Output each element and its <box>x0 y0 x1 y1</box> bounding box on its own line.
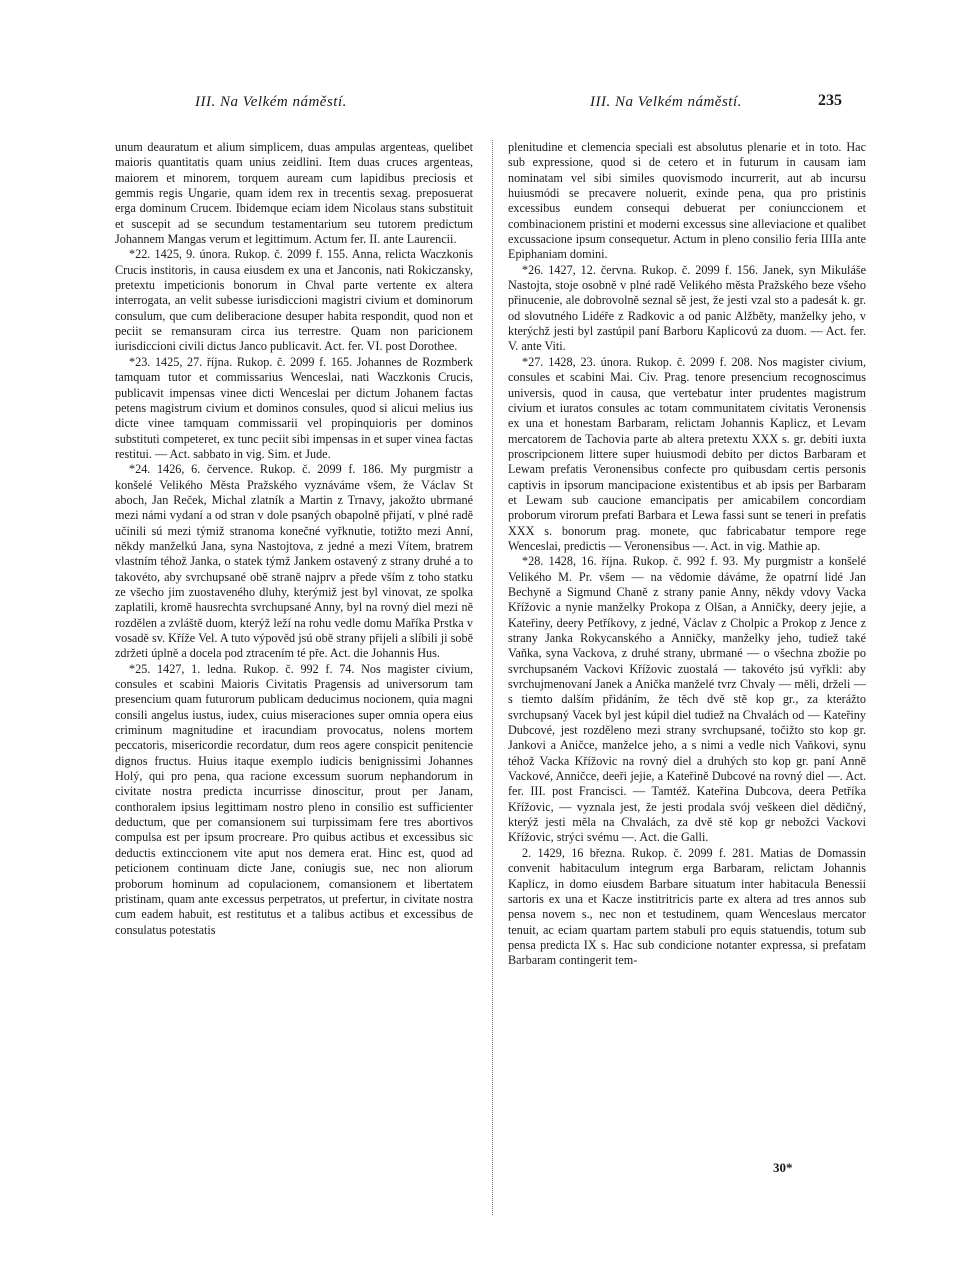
entry-26: *26. 1427, 12. června. Rukop. č. 2099 f. 156. Janek, syn Mikuláše Nastojta, stoje osobně v plné radě Velikého města Pražského beze všeho přinucenie, ale dobrovolně seznal sě jest, že jesti vzal sto a padesát k. gr. od slovutného Lidéře z Radkovic a od panic Alžběty, manželky jeho, v kterýchž jesti byl zastúpil paní Barboru Kaplicovú za duom. — Act. fer. V. ante Viti. <box>508 262 866 354</box>
entry-2: 2. 1429, 16 března. Rukop. č. 2099 f. 281. Matias de Domassin convenit habitaculum integrum erga Barbaram, relictam Johannis Kaplicz, in domo eiusdem Barbare situatum inter habitacula Benessii sartoris ex una et Kacze institritricis parte ex altera ad tres annos sub pensa novem s., nec non et testudinem, quam Wenceslaus mercator tenuit, ac eciam quartam partem stabuli pro equis statuendis, totum sub pensa predicta IX s. Hac sub condicione notanter expressa, si prefatam Barbaram contingerit tem- <box>508 845 866 968</box>
running-head-right: III. Na Velkém náměstí. <box>590 94 742 110</box>
entry-24: *24. 1426, 6. července. Rukop. č. 2099 f. 186. My purgmistr a konšelé Velikého Města Pražského vyznáváme všem, že Václav St aboch, Jan Reček, Michal zlatník a Martin z Trnavy, jakožto ubrmané mezi námi vydaní a od stran v dole psaných obapolně přijatí, v plné radě učinili sú mezi týmiž stranoma konečné vyřknutie, totižto mezi Anní, někdy manželkú Jana, syna Nastojtova, z jedné a mezi Vítem, bratrem vlastním téhož Janka, o statek týmž Jankem ostavený z strany druhé a to takovéto, aby svrchupsané obě straně najprv a přede vším z toho statku ze všecho jim zuostaveného dluhy, kterýmiž jest byl vinovat, ze spolka zaplatili, kromě hausrechta svrchupsané Anny, byl na rovný diel mezi ně rozdělen a zvláště duom, kterýž leží na rohu vedle domu Maříka Prstka v vosadě sv. Kříže Vel. A tuto výpověd jsú obě strany přijeli a slíbili ji sobě zdržeti úplně a docela pod ztracením té pře. Act. die Johannis Hus. <box>115 462 473 661</box>
paragraph: unum deauratum et alium simplicem, duas ampulas argenteas, quelibet maioris quantitatis quam unius zeidlini. Item duas cruces argenteas, maiorem et minorem, torquem auream cum lapidibus preciosis et gemmis regis Ungarie, quam idem rex in trecentis sexag. preposuerat erga dominum Crucem. Ibidemque eciam idem Nicolaus stans substituit et suscepit ad se secundum testamentarium seu tutorem predictum Johannem Mangas verum et legittimum. Actum fer. II. ante Laurencii. <box>115 140 473 247</box>
left-column <box>115 140 473 938</box>
signature-mark: 30* <box>773 1160 793 1175</box>
entry-27: *27. 1428, 23. února. Rukop. č. 2099 f. 208. Nos magister civium, consules et scabini Mai. Civ. Prag. tenore presencium recognoscimus universis, quod in causa, que vertebatur inter prudentes magistrum civium et iuratos consules ac totam communitatem civitatis Veronensis ex una et honestam Barbaram, relictam Johannis Kaplicz, et Levam mercatorem de Tachovia parte ab altera pretextu XXX s. gr. debiti iuxta proscripcionem littere super huiusmodi debito per dictos Barbaram et Lewam prefatis Veronensibus confecte pro quibusdam certis personis captivis in ipsorum mancipacione existentibus et ab ipsis per Barbaram et Lewam sub caucione emancipatis per amicabilem concordiam proborum virorum prefati Barbara et Lewa fassi sunt se teneri in prefatis XXX s. bonorum prag. monete, quc fabricabatur tempore rege Wenceslai, predictis — Veronensibus —. Act. in vig. Mathie ap. <box>508 354 866 553</box>
paragraph: plenitudine et clemencia speciali est absolutus plenarie et in toto. Hac sub expressione, quod si de cetero et in futurum in causam iam nominatam vel sibi similes quovismodo incurrerit, aut ab incursu huiusmódi se precavere noluerit, exinde pena, qua pro pristinis excessibus eundem consequi debuerat per coniunccionem et combinacionem pristini et moderni excessus sine alleviacione et qualibet excussacione ipsum consequetur. Actum in pleno consilio feria IIIIa ante Epiphaniam domini. <box>508 140 866 262</box>
entry-28: *28. 1428, 16. října. Rukop. č. 992 f. 93. My purgmistr a konšelé Velikého M. Pr. všem — na vědomie dáváme, že opatrní lidé Jan Bechyně a Sigmund Chaně z strany panie Anny, někdy vdovy Vacka Křížovic a nynie manželky Prokopa z Olšan, a Anničky, deery jejie, a Kateřiny, deery Petříkovy, z jedné, Václav z Cholpic a Prokop z Jence z strany Janka Rokycanského a Anničky, manželky jeho, tudiež také Vaňka, syna Vackova, z druhé strany, ubrmané — o všechna zbožie po svrchupsaném Vackovi Křížovic zuostalá — takovéto jsú vyřkli: aby svrchujmenovaní Janek a Anička manželé tvrz Chvaly — měli, drželi — s tiemto dalším přidáním, že těch dvě stě kop gr., za kterážto svrchupsaný Vacek byl jest kúpil diel tudiež na Chvalách od — Kateřiny Dubcové, jest rozděleno mezi strany svrchupsané, točižto sto kop gr. Jankovi a Aničce, manželce jeho, a s nimi a vedle nich Vaňkovi, synu téhož Vacka Křížovic na rovný diel a druhých sto kop gr. paní Anně Vackové, Anničce, deeři jejie, a Kateřině Dubcové na rovný diel —. Act. fer. III. post Francisci. — Tamtéž. Kateřina Dubcova, deera Petříka Křížovic, — vyznala jest, že jesti prodala svój veškeen diel dědičný, kterýž jesti měla na Chvalách, za dvě stě kop gr nebožci Vackovi Křížovic, strýci svému —. Act. die Galli. <box>508 554 866 845</box>
column-divider <box>492 140 493 1215</box>
page-number: 235 <box>818 92 842 109</box>
right-column <box>508 140 866 969</box>
entry-23: *23. 1425, 27. října. Rukop. č. 2099 f. 165. Johannes de Rozmberk tamquam tutor et commissarius Wenceslai, nati Waczkonis Crucis, publicavit impensas vinee dicti Wenceslai per dictum Johanem factas petens magistrum civium et dominos consules, quod si alicui melius ius dicte vinee tamquam commissarii vel propinquioris per dominos substituti competeret, ex tunc peciit sibi impensas in et super vinea factas restitui. — Act. sabbato in vig. Sim. et Jude. <box>115 354 473 461</box>
entry-25: *25. 1427, 1. ledna. Rukop. č. 992 f. 74. Nos magister civium, consules et scabini Maioris Civitatis Pragensis ad universorum tam presencium quam futurorum publicam deducimus nocionem, quia magni consili angelus iustus, iudex, cuius miseraciones super omnia opera eius criminum magnitudine et iracundiam provocatus, nolens mortem peccatoris, misericordie recordatur, dum reos agere conspicit penitencie dignos fructus. Huius itaque exemplo iudicis benignissimi Johannes Holý, qui pro pena, qua racione excessum suorum nephandorum in civitate nostra predicta incurrisse dinoscitur, prout per Janam, conthoralem ipsius legittimam nostro pleno in consilio est sufficienter deductum, que per comansionem sui turpissimam fere tres abortivos compulsa est per ipsum procreare. Pro quibus actibus et excessibus sic deductis extinccionem vite aput nos demera erat. Hinc est, quod ad peticionem continuam dicte Jane, coniugis sue, nec non aliorum proborum hominum ad copulacionem, comansionem et libertatem pristinam, quam ante excessus perpetratos, ut prefertur, in civitate nostra cum eadem habuit, est restitutus et a talibus actibus et excessibus de consulatus potestatis <box>115 661 473 937</box>
running-head-left: III. Na Velkém náměstí. <box>195 94 347 110</box>
entry-22: *22. 1425, 9. února. Rukop. č. 2099 f. 155. Anna, relicta Waczkonis Crucis institoris, in causa eiusdem ex una et Janconis, nati Rokiczansky, pretextu impeticionis bonorum in Chval parte vertente ex altera interrogata, an velit subesse iurisdiccioni magistri civium et dominorum consulum, que cum deliberacione desuper habita respondit, quod non et peciit se remansuram circa ius terrestre. Quam non paricionem iurisdiccioni civili dictus Janco publicavit. Act. fer. VI. post Dorothee. <box>115 247 473 354</box>
